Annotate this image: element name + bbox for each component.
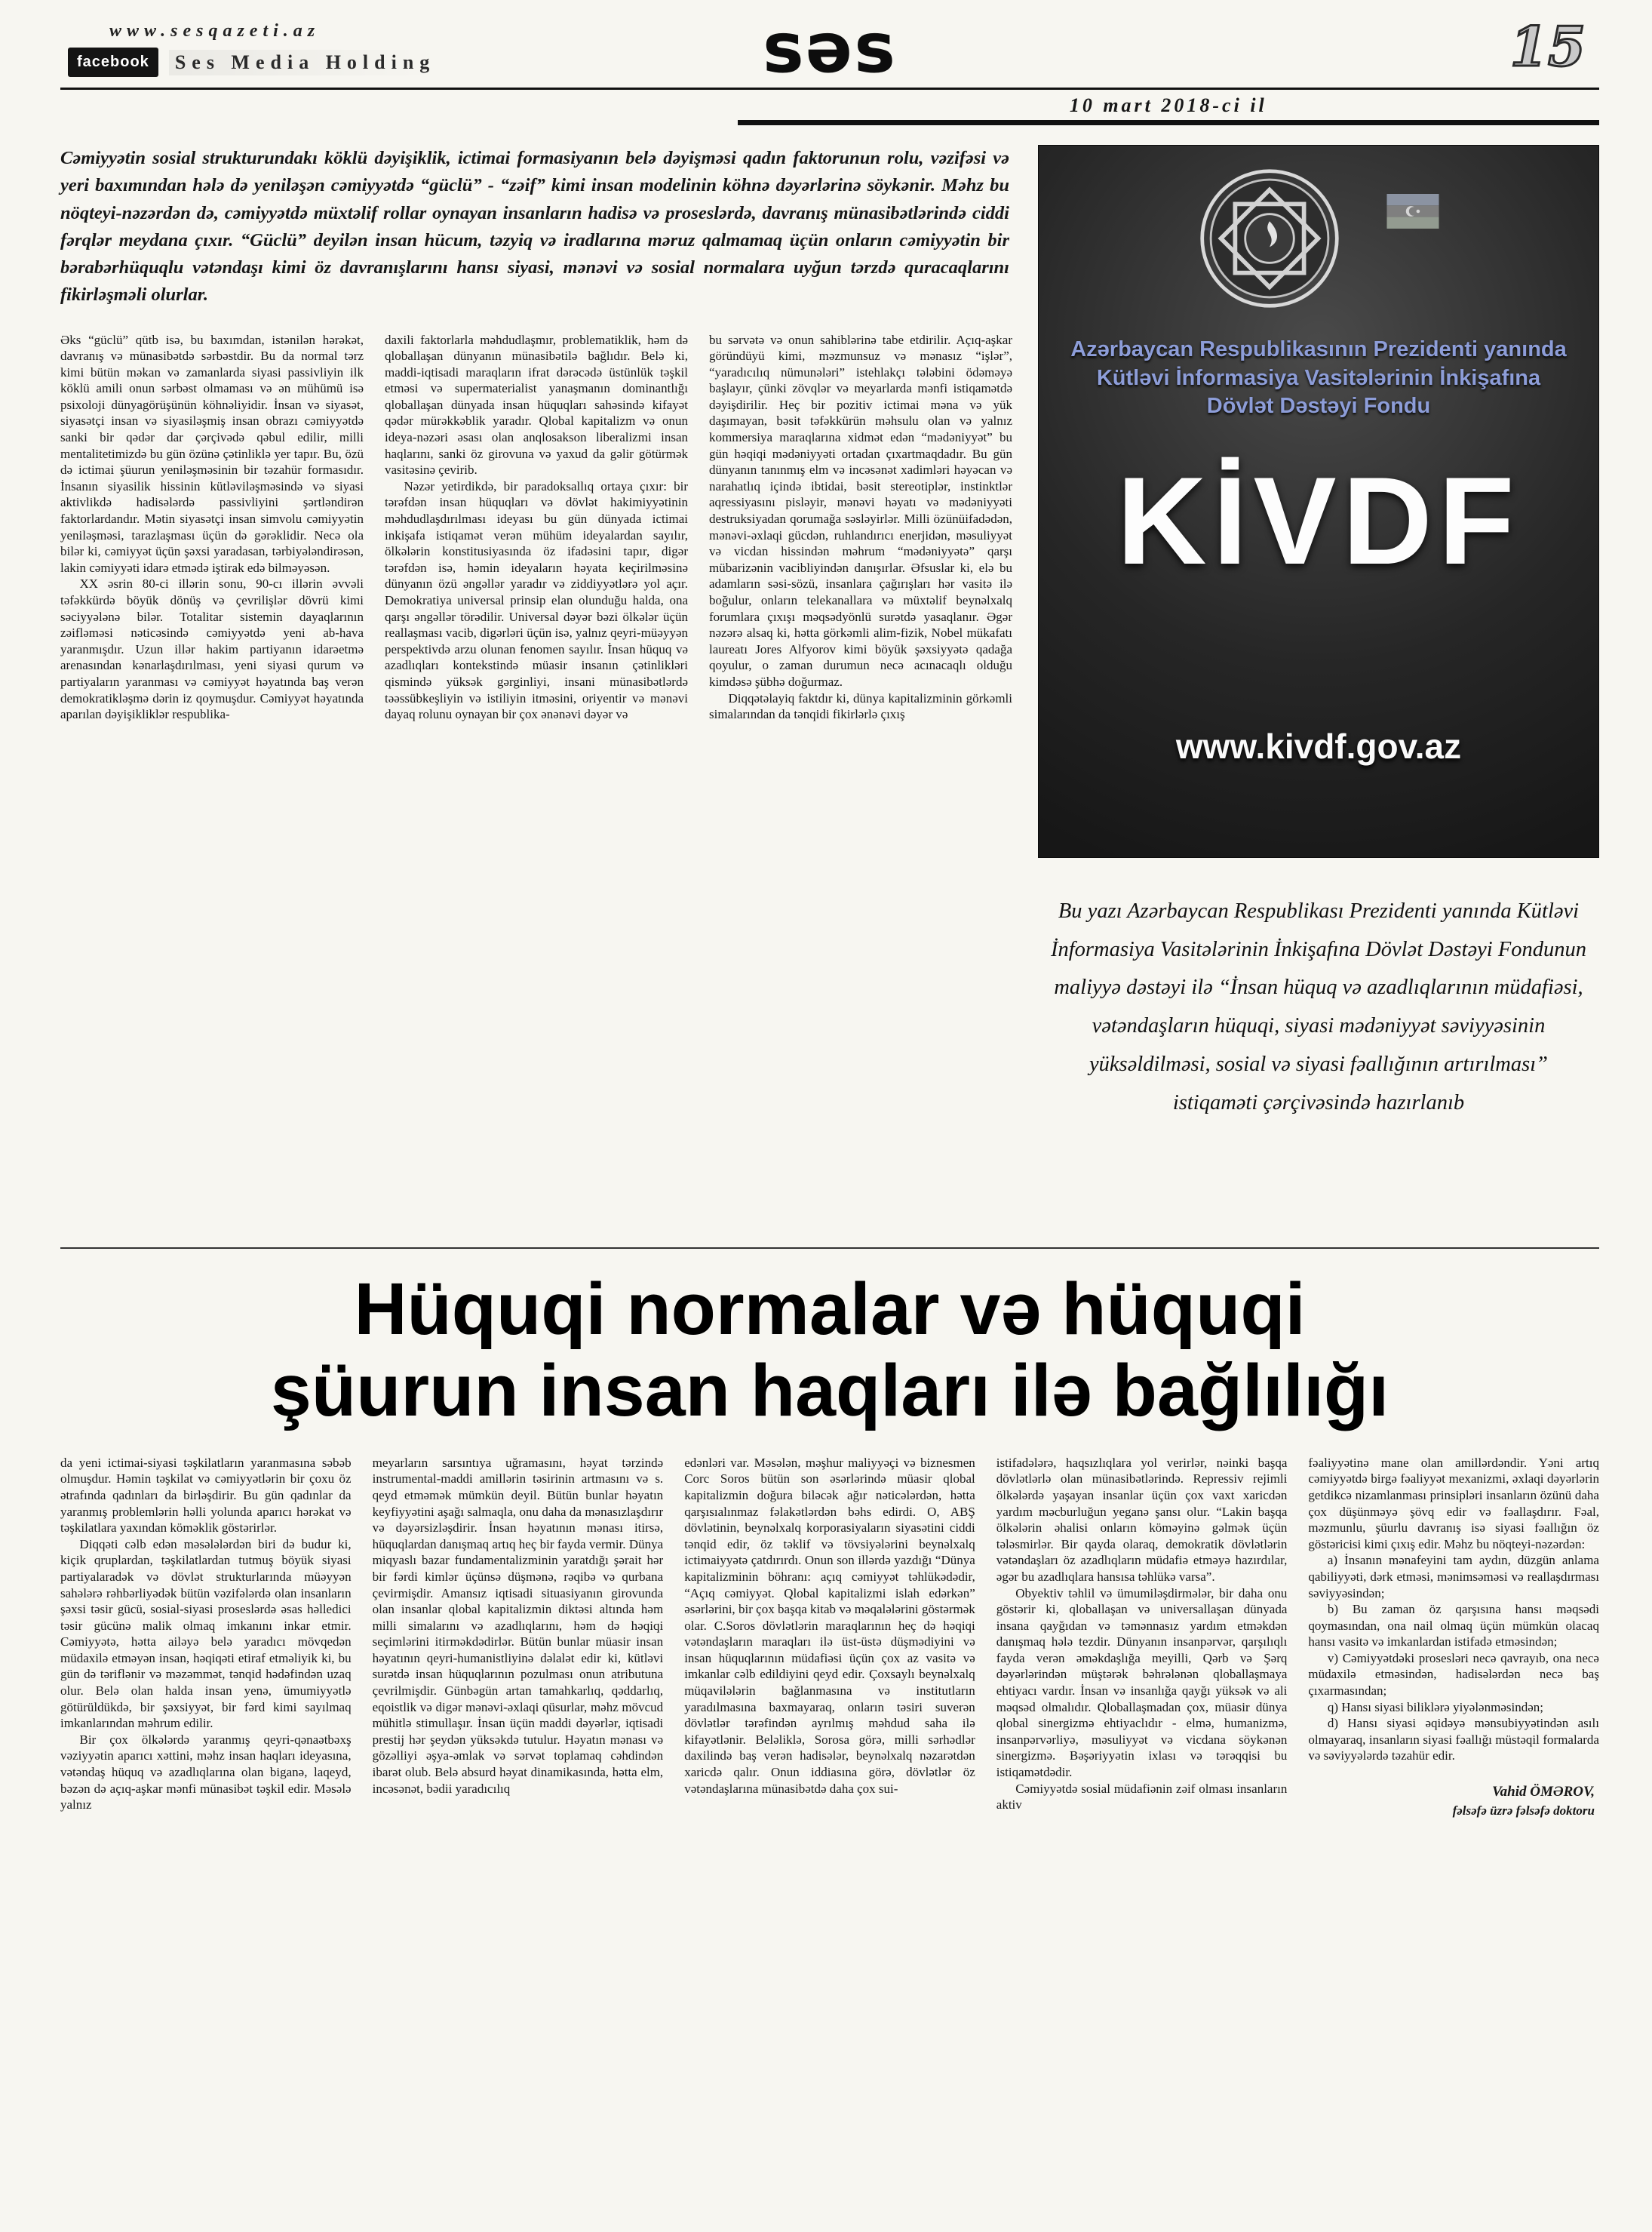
facebook-logo-icon [68,48,158,77]
ad-acronym: KİVDF [1116,451,1521,591]
date-strip [738,90,1599,125]
paragraph: Əks “güclü” qütb isə, bu baxımdan, istənilən hərəkət, davranış və münasibətdə sərbəstdir. Bu da normal tərz kimi bütün məkan və zamanlarda siyasi passivliyin ilk köklü amili onun sərbəst olmaması və ən mühümü isə psixoloji dünyagörüşünün köhnəliyidir. İnsan və siyasət, siyasətçi insan və siyasiləşmiş insan obrazı cəmiyyətdə sanki bir qədər dar çərçivədə qəbul edilir, milli mentalitetimizdə bu gün özünə çətinliklə yer tapır. Bu, özü də ictimai şüurun yeniləşməsinin bir təzahür formasıdır. İnsanın siyasilik hissinin kütləviləşməsində və siyasi aktivlikdə hadisələrdə passivliyini şərtləndirən faktorlardandır. Mətin siyasətçi insan simvolu cəmiyyətin yeniləşməsi, tarazlaşması üçün də gərəklidir. Necə ola bilər ki, cəmiyyət üçün şəxsi yaradasan, tərbiyələndirəsən, lakin cəmiyyəti idarə etmədə iştirak edə bilməyəsən. [60,332,364,575]
facebook-label: facebook [77,54,149,70]
headline-rule [60,1247,1599,1249]
ad-org-line: Azərbaycan Respublikasının Prezidenti yanında [1070,337,1567,361]
paragraph: Diqqətəlayiq faktdır ki, dünya kapitalizminin görkəmli simalarından da tənqidi fikirlərlə çıxış [709,690,1012,722]
paragraph: edənləri var. Məsələn, məşhur maliyyəçi və biznesmen Corc Soros bütün son əsərlərində müasir qlobal kapitalizmin doğura biləcək ağır nəticələrdən, hətta qarşısıalınmaz fəlakətlərdən bəhs edirdi. O, ABŞ dövlətinin, beynəlxalq korporasiyaların siyasətini ciddi tənqid edir, öz təklif və tövsiyələrini beynəlxalq ictimaiyyətə çatdırırdı. Onun son illərdə yazdığı “Dünya kapitalizminin böhranı: açıq cəmiyyət təhlükədədir, “Açıq cəmiyyət. Qlobal kapitalizmi islah edərkən” əsərlərini, bir çox başqa kitab və məqalələrini göstərmək olar. C.Soros dövlətlərin maraqlarının heç də həqiqi vətəndaşların maraqları ilə üst-üstə düşmədiyini və insan hüquqlarının müdafiəsi üçün çox az vasitə və imkanlar cəlb edildiyini qeyd edir. Çoxsaylı beynəlxalq müqavilələrin bağlanmasına və institutların yaradılmasına baxmayaraq, onların təsiri suverən dövlətlər tərəfindən ayrılmış məhdud saha ilə kifayətlənir. Beləliklə, Sorosa görə, milli sərhədlər daxilində baş verən hadisələr, beynəlxalq nəzarətdən xaricdə qalır. Onun iddiasına görə, dövlətlər öz vətəndaşlarına münasibətdə daha çox sui- [684,1455,975,1796]
kivdf-ad [1038,145,1599,858]
ad-org-line: Kütləvi İnformasiya Vasitələrinin İnkişafına [1096,365,1541,390]
headline-line-1: Hüquqi normalar və hüquqi [354,1267,1306,1350]
top-columns [60,332,1012,1234]
masthead-left [68,21,441,77]
top-column-3 [709,332,1012,1234]
issue-date: 10 mart 2018-ci il [1069,94,1267,116]
headline-line-2: şüurun insan haqları ilə bağlılığı [270,1349,1389,1432]
paragraph: daxili faktorlarla məhdudlaşmır, problematiklik, həm də qloballaşan dünyanın münasibətilə bağlıdır. Belə ki, maddi-iqtisadi maraqların ifrat dərəcədə üstünlük təşkil etməsi və supermaterialist yanaşmanın dominantlığı qloballaşan dünyada insan hüquqları sahəsində kifayət qədər mürəkkəblik yaradır. Qlobal kapitalizm və onun ideya-nəzəri əsası olan anqlosakson liberalizmi insan haqlarını, sanki öz girovuna və yaxud da gəlir götürmək vasitəsinə çevirib. [385,332,688,478]
author-name: Vahid ÖMƏROV, [1492,1784,1595,1800]
paragraph: d) Hansı siyasi əqidəyə mənsubiyyətindən asılı olmayaraq, insanların siyasi fəallığı müstəqil formalarda və səviyyələrdə təzahür edir. [1308,1716,1599,1763]
newspaper-logo: səs [763,8,897,88]
paragraph: Nəzər yetirdikdə, bir paradoksallıq ortaya çıxır: bir tərəfdən insan hüquqları və dövlət hakimiyyətinin məhdudlaşdırılması ideyası bu gün dünyada ictimai inkişafa istiqamət verən mühüm ideyalardan sayılır, ölkələrin konstitusiyasında öz ifadəsini tapır, digər tərəfdən isə, həmin ideyaların həyata keçirilməsinə dünyanın özü əngəllər yaradır və ziddiyyətlərə yol açır. Demokratiya universal prinsip elan olunduğu halda, ona qarşı əngəllər törədilir. Universal dəyər bəzi ölkələr üçün reallaşması vacib, digərləri üçün isə, yalnız qeyri-müəyyən perspektivdə arzu olunan fenomen sayılır. İnsan hüquq və azadlıqları kontekstində müasir insanın çətinlikləri qismində yüksək gərginliyi, insani münasibətlərdə təəssübkeşliyin və istiliyin itməsini, oriyentir və mənəvi dayaq rolunu oynayan bir çox ənənəvi dəyər və [385,478,688,722]
paragraph: a) İnsanın mənafeyini tam aydın, düzgün anlama qabiliyyəti, dərk etməsi, mənimsəməsi və reallaşdırması səviyyəsindən; [1308,1553,1599,1600]
ad-organization [1039,336,1598,421]
top-section [60,145,1599,1234]
page-number: 15 [1509,14,1586,78]
bottom-column-5 [1308,1455,1599,2179]
paragraph: fəaliyyətinə mane olan amillərdəndir. Yəni artıq cəmiyyətdə birgə fəaliyyət mexanizmi, əxlaqi dəyərlərin getdikcə nizamlanması prinsipləri insanların özünü daha çox düşünməyə şövq edir və fəallaşdırır. Fəal, məzmunlu, şüurlu davranış isə siyasi fəallığın öz göstəricisi kimi çıxış edir. Məhz bu nöqteyi-nəzərdən: [1308,1455,1599,1551]
byline [1308,1784,1599,1818]
top-column-1 [60,332,364,1234]
paragraph: istifadələrə, haqsızlıqlara yol verirlər, nəinki başqa dövlətlərlə olan münasibətlərində. Repressiv rejimli ölkələrdə yaşayan insanlar üçün çox vaxt xaricdən yardım məcburluğun yeganə şansı olur. “Lakin başqa ölkələrin əhalisi onların köməyinə gəlmək üçün tələsmirlər. Bir qayda olaraq, demokratik dövlətlərin vətəndaşları öz azadlıqların müdafiə etməyə hazırdılar, əgər bu azadlıqlara hansısa təhlükə varsa”. [996,1455,1288,1584]
azerbaijan-flag-icon [1386,194,1439,229]
paragraph: da yeni ictimai-siyasi təşkilatların yaranmasına səbəb olmuşdur. Həmin təşkilat və cəmiyyətlərin bir çoxu öz ətrafında qadınları da birləşdirir. Bu gün qadınlar da yaranmış problemlərin həlli yolunda aparıcı hərəkat və təşkilatlara yaxından köməklik göstərirlər. [60,1455,352,1536]
bottom-column-2 [373,1455,664,2179]
ad-org-line: Dövlət Dəstəyi Fondu [1206,394,1431,419]
bottom-column-1 [60,1455,352,2179]
paragraph: bu sərvətə və onun sahiblərinə tabe etdirilir. Açıq-aşkar göründüyü kimi, məzmunsuz və mənasız “işlər”, “yaradıcılıq nümunələri” istehlakçı tələbini ödəməyə başlayır, çünki zövqlər və meyarlarda mənfi istiqamətdə dəyişdirilir. Heç bir pozitiv ictimai məna və yük daşımayan, bəsit təfəkkürün məhsulu olan və yalnız kommersiya maraqlarına xidmət edən “mədəniyyət” bu gün həqiqi mədəniyyəti ortadan çıxartmaqdadır. Bu gün dünyanın tanınmış elm və incəsənət xadimləri həyəcan və narahatlıq içində ibtidai, bəsit stereotiplər, instinktlər aqressiyasını pisləyir, mənəvi həyatı və mədəniyyəti destruksiyadan qorumağa səsləyirlər. Milli özünüifadədən, mənəvi-əxlaqi gücdən, ruhlandırıcı enerjidən, məsuliyyət və vicdan hissindən məhrum “mədəniyyətə” qarşı mübarizənin vacibliyindən danışırlar. Əfsuslar ki, elə bu adamların səsi-sözü, insanlara çağırışları hər vasitə ilə boğulur, onların telekanallara və müxtəlif beynəlxalq forumlara çıxışı məqsədyönlü surətdə yasaqlanır. Əgər nəzərə alsaq ki, hətta görkəmli alim-fizik, Nobel mükafatı laureatı Jores Alfyorov kimi böyük şəxsiyyətə qadağa qoyulur, o zaman durumun necə acınacaqlı olduğu kimdəsə şübhə doğurmaz. [709,332,1012,689]
ad-website: www.kivdf.gov.az [1175,727,1462,766]
paragraph: Cəmiyyətdə sosial müdafiənin zəif olması insanların aktiv [996,1781,1288,1812]
paragraph: Diqqəti cəlb edən məsələlərdən biri də budur ki, kiçik qruplardan, təşkilatlardan tutmuş böyük siyasi partiyalaradək və dövlət strukturlarında müəyyən sahələrə rəhbərliyədək bütün vəzifələrdə olan insanların şəxsi təsir gücü, sosial-siyasi proseslərdə əsas həlledici təsir gücünə malik olmaq imkanını inkar etmir. Cəmiyyətə, hətta ailəyə belə yaradıcı mövqedən müdaxilə etməyən insan, həqiqəti etiraf etməliyik ki, bu gün də təriflənir və məzəmmət, tənqid hədəfindən uzaq olur. Belə olan halda insan yenə, ümumiyyətlə götürüldükdə, bir şəxsiyyət, bir fərd kimi sayılmaq imkanlarından məhrum edilir. [60,1536,352,1731]
lead-paragraph: Cəmiyyətin sosial strukturundakı köklü dəyişiklik, ictimai formasiyanın belə dəyişməsi qadın faktorunun rolu, vəzifəsi və yeri baxımından hələ də yeniləşən cəmiyyətdə “güclü” - “zəif” kimi insan modelinin köhnə dəyərlərinə söykənir. Məhz bu nöqteyi-nəzərdən də, cəmiyyətdə müxtəlif rollar oynayan insanların hadisə və proseslərdə, davranış münasibətlərində ciddi fərqlər meydana çıxır. “Güclü” deyilən insan hücum, təzyiq və iradlarına məruz qalmamaq üçün onların cəmiyyətin bir bərabərhüquqlu vətəndaşı kimi öz davranışlarını hansı siyasi, mənəvi və sosial normalara uyğun tərzdə quracaqlarını fikirləşməli olurlar. [60,148,1009,306]
paragraph: Obyektiv təhlil və ümumiləşdirmələr, bir daha onu göstərir ki, qloballaşan və universallaşan dünyada insana qayğıdan və təmənnasız yardım etməkdən danışmaq hələ tezdir. Dünyanın insanpərvər, qarşılıqlı fayda verən əməkdaşlığa meyilli, Qərb və Şərq dəyərlərindən müştərək bəhrələnən qloballaşmaya ehtiyacı vardır. İnsan və insanlığa qayğı yüksək və ali məqsəd olmalıdır. Qloballaşmadan çox, müasir dünya qlobal sinergizmə ehtiyaclıdır - elmə, humanizmə, insanpərvərliyə, məsuliyyət və vicdana söykənən sinergizmə. Bəşəriyyətin ixlası və tərəqqisi bu istiqamətdədir. [996,1585,1288,1780]
bottom-column-4 [996,1455,1288,2179]
right-rail [1038,145,1599,1234]
top-column-2 [385,332,688,1234]
author-title: fəlsəfə üzrə fəlsəfə doktoru [1452,1803,1595,1818]
ad-emblem-row [1039,167,1598,310]
paragraph: meyarların sarsıntıya uğramasını, həyat tərzində instrumental-maddi amillərin təsirinin artmasını və s. qeyd etməmək mümkün deyil. Bütün bunlar həyatın keyfiyyətini aşağı salmaqla, onu daha da mənasızlaşdırır və dəyərsizləşdirir. İnsan həyatının mənası itirsə, hüquqlardan danışmaq artıq heç bir fayda vermir. Dünya miqyaslı bazar fundamentalizminin yaratdığı şərait hər bir fərdi kimlər üçünsə düşmənə, rəqibə və qurbana çevirmişdir. Amansız iqtisadi situasiyanın girovunda olan insanlar qlobal kapitalizmin diktəsi altında həm milli simalarını və azadlıqlarını, həm də həqiqi seçimlərini itirməkdədirlər. Bütün bunlar müasir insan həyatının qeyri-humanistliyinə dəlalət edir ki, kütləvi surətdə insan hüquqlarının pozulması onun atributuna çevrilmişdir. Günbəgün artan tamahkarlıq, qəddarlıq, eqoistlik və digər mənəvi-əxlaqi qüsurlar, məhz mövcud mühitlə stimullaşır. İnsan üçün maddi dəyərlər, iqtisadi prestij hər şeydən yüksəkdə tutulur. Həyatın mənası və gözəlliyi əşya-əmlak və sərvət toplamaq cəhdindən ibarət olub. Belə absurd həyat dinamikasında, hətta elm, incəsənət, bədii yaradıcılıq [372,1455,664,1796]
holding-name: Ses Media Holding [169,50,441,75]
funding-note: Bu yazı Azərbaycan Respublikası Prezidenti yanında Kütləvi İnformasiya Vasitələrinin İnkişafına Dövlət Dəstəyi Fondunun maliyyə dəstəyi ilə “İnsan hüquq və azadlıqlarının müdafiəsi, vətəndaşların hüquqi, siyasi mədəniyyət səviyyəsinin yüksəldilməsi, sosial və siyasi fəallığının artırılması” istiqaməti çərçivəsində hazırlanıb [1050,899,1586,1114]
article-headline [60,1268,1599,1432]
masthead [60,8,1599,88]
paragraph: b) Bu zaman öz qarşısına hansı məqsədi qoymasından, ona nail olmaq üçün mümkün olacaq hansı vasitə və imkanlardan istifadə etməsindən; [1308,1602,1599,1649]
paragraph: q) Hansı siyasi biliklərə yiyələnməsindən; [1327,1699,1543,1714]
bottom-column-5-text [1308,1455,1599,1764]
bottom-column-3 [684,1455,975,2179]
bottom-columns [60,1455,1599,2179]
azerbaijan-emblem-icon [1198,167,1341,310]
website-url: www.sesqazeti.az [109,21,321,41]
paragraph: XX əsrin 80-ci illərin sonu, 90-cı illərin əvvəli təfəkkürdə böyük dönüş və çevrilişlər dövrü kimi səciyyələnə bilər. Totalitar sistemin dayaqlarının zəifləməsi nəticəsində cəmiyyətdə yeni ab-hava yaranmışdır. Uzun illər hakim partiyanın idarəetmə arenasından kənarlaşdırılması, yeni siyasi qurum və partiyaların yaranması və cəmiyyət həyatında baş verən demokratikləşmə dərin iz qoymuşdur. Cəmiyyət həyatında aparılan dəyişikliklər respublika- [60,576,364,722]
holding-row [68,48,441,77]
paragraph: v) Cəmiyyətdəki prosesləri necə qavrayıb, ona necə müdaxilə etməsindən, hadisələrdən necə baş çıxarmasından; [1308,1650,1599,1699]
article-top [60,145,1012,1234]
paragraph: Bir çox ölkələrdə yaranmış qeyri-qənaətbəxş vəziyyətin aparıcı xəttini, məhz insan haqları ideyasına, vətəndaş hüquq və azadlıqlarına olan biganə, laqeyd, bəzən də açıq-aşkar mənfi münasibət təşkil edir. Məsələ yalnız [60,1732,352,1812]
